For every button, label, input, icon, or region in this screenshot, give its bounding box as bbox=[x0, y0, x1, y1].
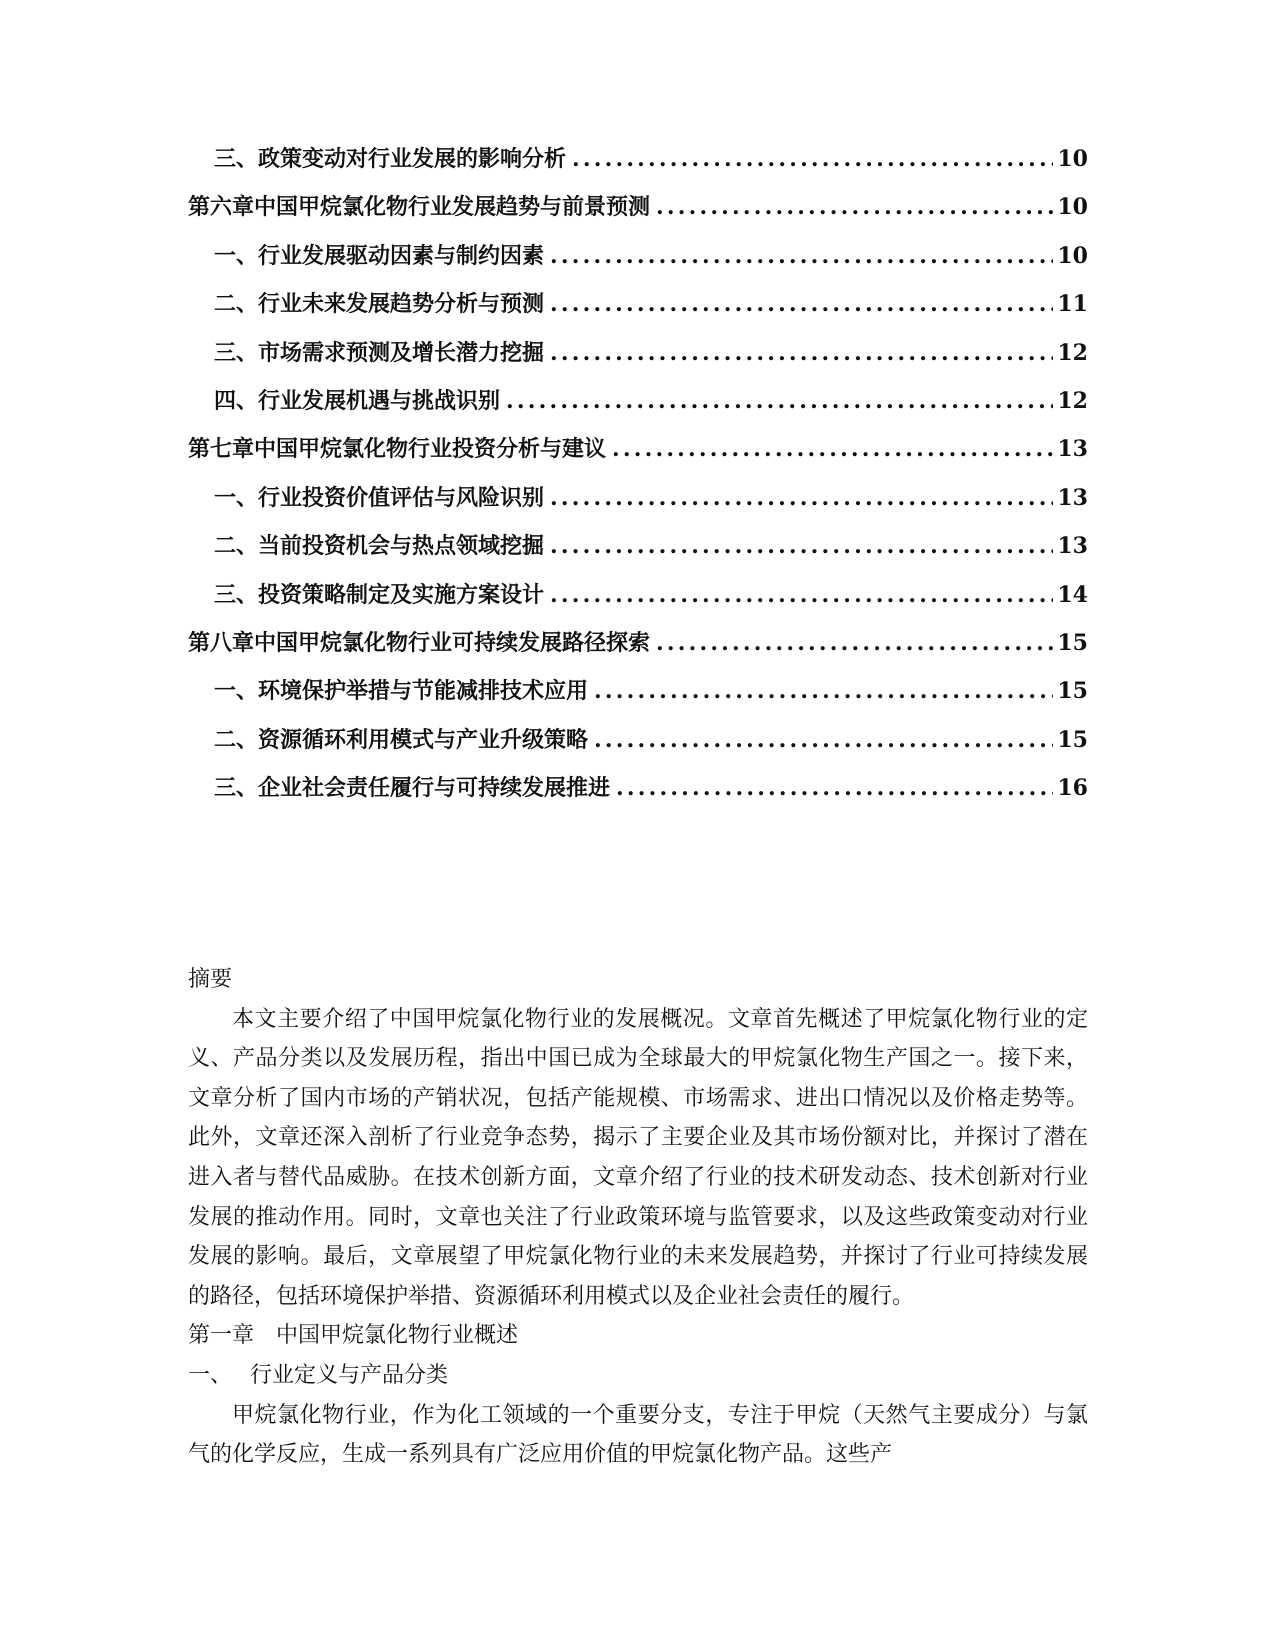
toc-entry-title: 环境保护举措与节能减排技术应用 bbox=[258, 678, 589, 705]
toc-entry-title: 投资策略制定及实施方案设计 bbox=[258, 581, 545, 608]
toc-entry-page: 15 bbox=[1057, 726, 1088, 753]
toc-entry[interactable] bbox=[188, 432, 1088, 480]
toc-entry[interactable] bbox=[188, 336, 1088, 384]
toc-entry-number: 三、 bbox=[214, 581, 259, 608]
toc-entry-number: 三、 bbox=[214, 775, 259, 802]
table-of-contents bbox=[188, 142, 1088, 819]
toc-dot-leader bbox=[656, 194, 1053, 220]
toc-entry-title: 政策变动对行业发展的影响分析 bbox=[258, 146, 567, 172]
toc-entry-page: 13 bbox=[1057, 533, 1088, 560]
toc-entry-title: 资源循环利用模式与产业升级策略 bbox=[258, 726, 589, 753]
toc-dot-leader bbox=[594, 727, 1053, 753]
toc-entry-page: 16 bbox=[1057, 775, 1088, 802]
toc-entry-page: 10 bbox=[1057, 194, 1088, 221]
toc-entry[interactable] bbox=[188, 626, 1088, 674]
toc-entry-title: 行业投资价值评估与风险识别 bbox=[258, 484, 545, 511]
toc-entry[interactable] bbox=[188, 723, 1088, 771]
toc-entry-page: 12 bbox=[1057, 387, 1088, 414]
toc-entry-page: 10 bbox=[1057, 242, 1088, 269]
toc-entry[interactable] bbox=[188, 287, 1088, 335]
toc-entry-number: 四、 bbox=[214, 387, 259, 414]
toc-dot-leader bbox=[550, 533, 1053, 559]
toc-entry-number: 第七章 bbox=[188, 436, 255, 463]
toc-entry-title: 中国甲烷氯化物行业可持续发展路径探索 bbox=[254, 629, 651, 656]
toc-entry[interactable] bbox=[188, 578, 1088, 626]
toc-dot-leader bbox=[616, 775, 1053, 801]
toc-entry-page: 15 bbox=[1057, 678, 1088, 705]
toc-entry-number: 一、 bbox=[214, 678, 259, 705]
toc-entry[interactable] bbox=[188, 481, 1088, 529]
toc-dot-leader bbox=[550, 291, 1053, 317]
toc-entry[interactable] bbox=[188, 529, 1088, 577]
chapter-heading bbox=[188, 1316, 1088, 1356]
toc-entry[interactable] bbox=[188, 142, 1088, 190]
toc-dot-leader bbox=[550, 485, 1053, 511]
toc-dot-leader bbox=[656, 630, 1053, 656]
toc-entry-title: 当前投资机会与热点领域挖掘 bbox=[258, 533, 545, 560]
section-paragraph: 甲烷氯化物行业，作为化工领域的一个重要分支，专注于甲烷（天然气主要成分）与氯气的化学反应，生成一系列具有广泛应用价值的甲烷氯化物产品。这些产 bbox=[188, 1402, 1088, 1468]
toc-entry[interactable] bbox=[188, 771, 1088, 819]
toc-entry-number: 一、 bbox=[214, 484, 259, 511]
toc-dot-leader bbox=[612, 436, 1053, 462]
toc-dot-leader bbox=[572, 146, 1053, 172]
toc-entry-number: 二、 bbox=[214, 291, 259, 318]
section-title: 行业定义与产品分类 bbox=[250, 1362, 449, 1388]
section-number: 一、 bbox=[188, 1362, 233, 1388]
toc-entry-page: 13 bbox=[1057, 484, 1088, 511]
toc-entry[interactable] bbox=[188, 384, 1088, 432]
toc-entry-page: 13 bbox=[1057, 436, 1088, 463]
toc-entry[interactable] bbox=[188, 674, 1088, 722]
section-heading bbox=[188, 1356, 1088, 1396]
toc-entry-page: 14 bbox=[1057, 581, 1088, 608]
chapter-title: 中国甲烷氯化物行业概述 bbox=[276, 1323, 519, 1349]
toc-entry-number: 三、 bbox=[214, 339, 259, 366]
toc-entry-number: 第八章 bbox=[188, 629, 255, 656]
abstract-paragraph: 本文主要介绍了中国甲烷氯化物行业的发展概况。文章首先概述了甲烷氯化物行业的定义、产品分类以及发展历程，指出中国已成为全球最大的甲烷氯化物生产国之一。接下来，文章分析了国内市场的产销状况，包括产能规模、市场需求、进出口情况以及价格走势等。此外，文章还深入剖析了行业竞争态势，揭示了主要企业及其市场份额对比，并探讨了潜在进入者与替代品威胁。在技术创新方面，文章介绍了行业的技术研发动态、技术创新对行业发展的推动作用。同时，文章也关注了行业政策环境与监管要求，以及这些政策变动对行业发展的影响。最后，文章展望了甲烷氯化物行业的未来发展趋势，并探讨了行业可持续发展的路径，包括环境保护举措、资源循环利用模式以及企业社会责任的履行。 bbox=[188, 1006, 1088, 1309]
toc-entry-number: 一、 bbox=[214, 242, 259, 269]
toc-entry-title: 企业社会责任履行与可持续发展推进 bbox=[258, 775, 611, 802]
abstract-heading: 摘要 bbox=[188, 967, 233, 992]
toc-entry-number: 二、 bbox=[214, 726, 259, 753]
toc-entry[interactable] bbox=[188, 190, 1088, 238]
toc-entry-number: 二、 bbox=[214, 533, 259, 560]
toc-entry-page: 15 bbox=[1057, 629, 1088, 656]
toc-entry-title: 行业发展机遇与挑战识别 bbox=[258, 387, 501, 414]
toc-entry-page: 10 bbox=[1057, 146, 1088, 172]
toc-entry-number: 第六章 bbox=[188, 194, 255, 221]
toc-entry-title: 中国甲烷氯化物行业发展趋势与前景预测 bbox=[254, 194, 651, 221]
toc-dot-leader bbox=[550, 340, 1053, 366]
toc-dot-leader bbox=[550, 582, 1053, 608]
toc-entry-title: 行业发展驱动因素与制约因素 bbox=[258, 242, 545, 269]
toc-dot-leader bbox=[506, 388, 1053, 414]
toc-dot-leader bbox=[550, 243, 1053, 269]
toc-entry-number: 三、 bbox=[214, 146, 259, 172]
toc-entry-title: 中国甲烷氯化物行业投资分析与建议 bbox=[254, 436, 607, 463]
toc-dot-leader bbox=[594, 678, 1053, 704]
toc-entry[interactable] bbox=[188, 239, 1088, 287]
toc-entry-title: 行业未来发展趋势分析与预测 bbox=[258, 291, 545, 318]
chapter-number: 第一章 bbox=[188, 1323, 255, 1349]
body-text bbox=[188, 960, 1088, 1475]
toc-entry-page: 12 bbox=[1057, 339, 1088, 366]
toc-entry-page: 11 bbox=[1057, 291, 1088, 318]
toc-entry-title: 市场需求预测及增长潜力挖掘 bbox=[258, 339, 545, 366]
